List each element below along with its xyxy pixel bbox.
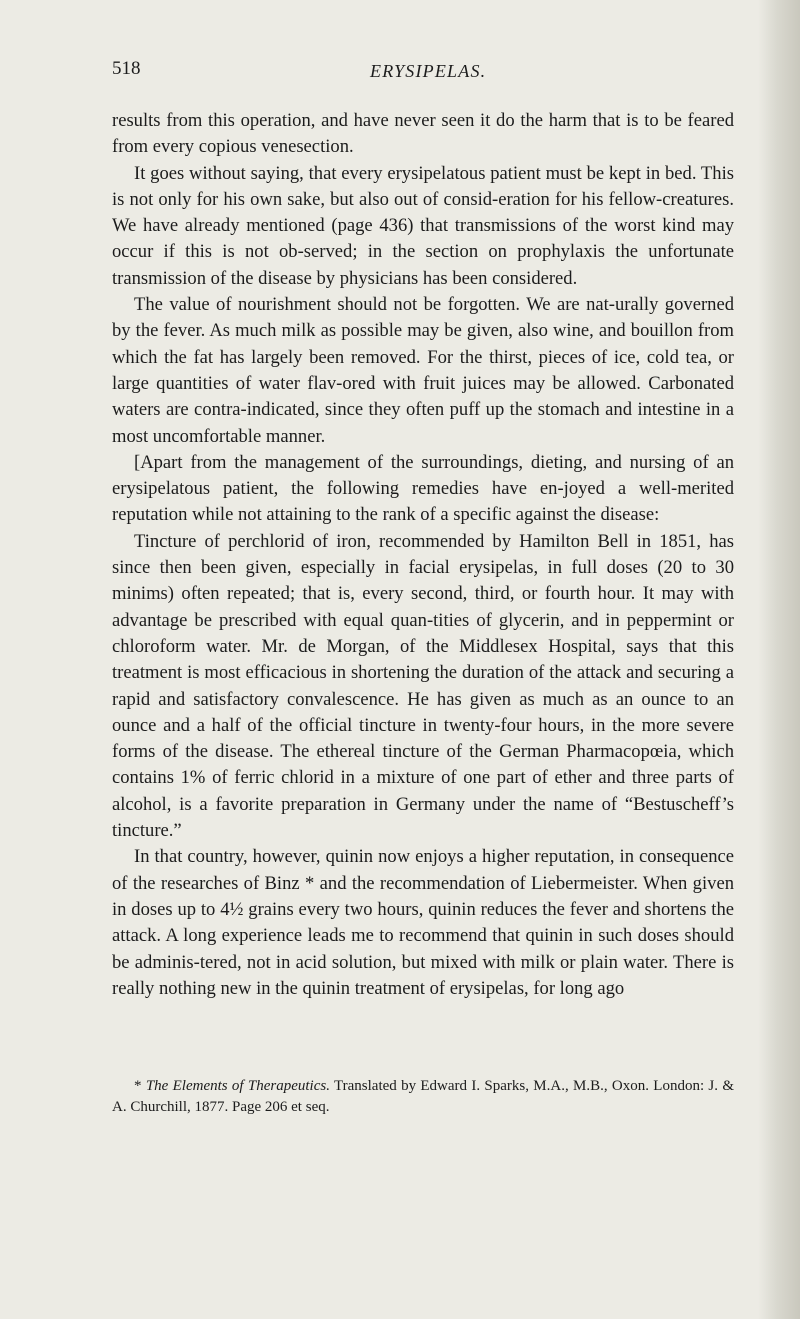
paragraph-5: Tincture of perchlorid of iron, recommended by Hamilton Bell in 1851, has since then been given, especially in facial erysipelas, in full doses (20 to 30 minims) often repeated; that is, every second, third, or fourth hour. It may with advantage be prescribed with equal quan-tities of glycerin, and in peppermint or chloroform water. Mr. de Morgan, of the Middlesex Hospital, says that this treatment is most efficacious in shortening the duration of the attack and securing a rapid and satisfactory convalescence. He has given as much as an ounce to an ounce and a half of the official tincture in twenty-four hours, in the more severe forms of the disease. The ethereal tincture of the German Pharmacopœia, which contains 1% of ferric chlorid in a mixture of one part of ether and three parts of alcohol, is a favorite preparation in Germany under the name of “Bestuscheff’s tincture.” xyxy=(112,530,734,842)
page-header xyxy=(112,58,730,88)
running-head: ERYSIPELAS. xyxy=(370,61,487,81)
paragraph-2: It goes without saying, that every erysipelatous patient must be kept in bed. This is not only for his own sake, but also out of consid-eration for his fellow-creatures. We have already mentioned (page 436) that transmissions of the worst kind may occur if this is not ob-served; in the section on prophylaxis the unfortunate transmission of the disease by physicians has been considered. xyxy=(112,162,734,289)
paragraph-3: The value of nourishment should not be forgotten. We are nat-urally governed by the fever. As much milk as possible may be given, also wine, and bouillon from which the fat has largely been removed. For the thirst, pieces of ice, cold tea, or large quantities of water flav-ored with fruit juices may be allowed. Carbonated waters are contra-indicated, since they often puff up the stomach and intestine in a most uncomfortable manner. xyxy=(112,294,734,447)
page-number: 518 xyxy=(112,58,141,79)
body-text xyxy=(112,108,734,1002)
paragraph-1: results from this operation, and have never seen it do the harm that is to be feared from every copious venesection. xyxy=(112,110,734,158)
paragraph-4: [Apart from the management of the surroundings, dieting, and nursing of an erysipelatous patient, the following remedies have en-joyed a well-merited reputation while not attaining to the rank of a specific against the disease: xyxy=(112,451,734,526)
paragraph-6: In that country, however, quinin now enjoys a higher reputation, in consequence of the researches of Binz * and the recommendation of Liebermeister. When given in doses up to 4½ grains every two hours, quinin reduces the fever and shortens the attack. A long experience leads me to recommend that quinin in such doses should be adminis-tered, not in acid solution, but mixed with milk or plain water. There is really nothing new in the quinin treatment of erysipelas, for long ago xyxy=(112,846,734,999)
footnote-title: The Elements of Therapeutics. xyxy=(145,1078,330,1094)
footnote-marker: * xyxy=(134,1078,146,1094)
footnote xyxy=(112,1076,734,1118)
footnote-text: Translated by Edward I. Sparks, M.A., M.B., Oxon. London: J. & A. Churchill, 1877. Page 206 et seq. xyxy=(112,1078,734,1115)
page-edge-shadow xyxy=(758,0,800,1319)
